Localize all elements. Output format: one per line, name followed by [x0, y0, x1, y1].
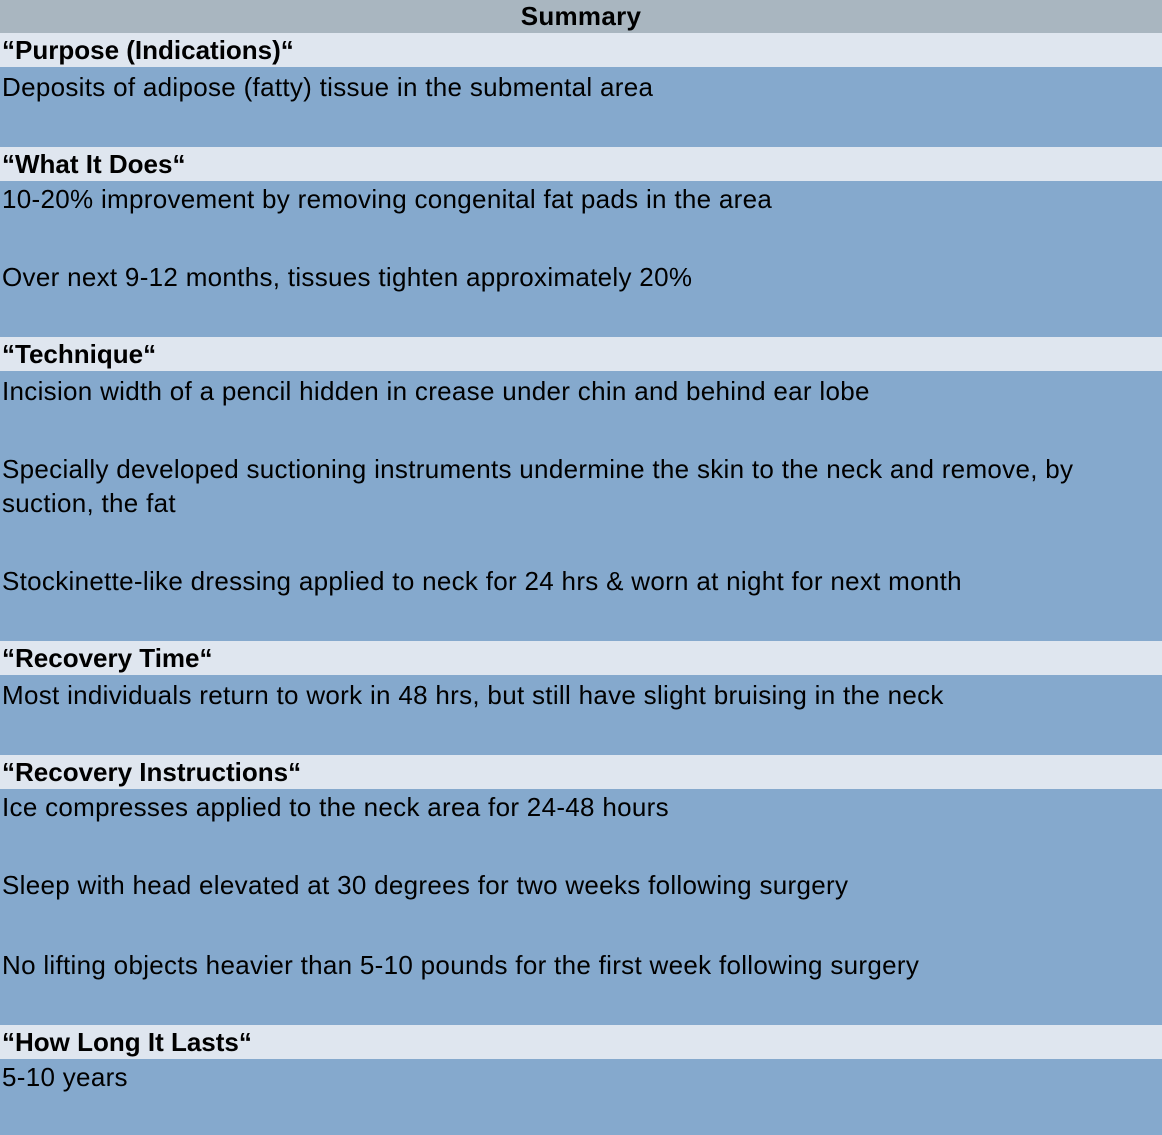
section-heading-technique: “Technique“ [0, 337, 1162, 371]
summary-title: Summary [0, 0, 1162, 33]
section-item: 10-20% improvement by removing congenital fat pads in the area [2, 184, 773, 214]
section-body-recovery-time [0, 675, 1162, 755]
section-item: Over next 9-12 months, tissues tighten approximately 20% [2, 262, 693, 292]
section-heading-what-it-does: “What It Does“ [0, 147, 1162, 181]
section-heading-recovery-instructions: “Recovery Instructions“ [0, 755, 1162, 789]
section-item: Deposits of adipose (fatty) tissue in the submental area [2, 72, 654, 102]
section-heading-purpose: “Purpose (Indications)“ [0, 33, 1162, 67]
section-item: Sleep with head elevated at 30 degrees for two weeks following surgery [2, 870, 849, 900]
section-item: Specially developed suctioning instruments undermine the skin to the neck and remove, by suction, the fat [2, 454, 1074, 518]
section-item: No lifting objects heavier than 5-10 pounds for the first week following surgery [2, 950, 920, 980]
section-item: 5-10 years [2, 1062, 128, 1092]
section-body-technique [0, 371, 1162, 641]
section-body-purpose [0, 67, 1162, 147]
section-body-recovery-instructions [0, 789, 1162, 1025]
section-body-what-it-does [0, 181, 1162, 337]
section-heading-recovery-time: “Recovery Time“ [0, 641, 1162, 675]
section-item: Most individuals return to work in 48 hrs, but still have slight bruising in the neck [2, 680, 944, 710]
section-body-how-long-it-lasts [0, 1059, 1162, 1135]
section-heading-how-long-it-lasts: “How Long It Lasts“ [0, 1025, 1162, 1059]
section-item: Incision width of a pencil hidden in crease under chin and behind ear lobe [2, 376, 870, 406]
section-item: Stockinette-like dressing applied to neck for 24 hrs & worn at night for next month [2, 566, 962, 596]
section-item: Ice compresses applied to the neck area for 24-48 hours [2, 792, 669, 822]
